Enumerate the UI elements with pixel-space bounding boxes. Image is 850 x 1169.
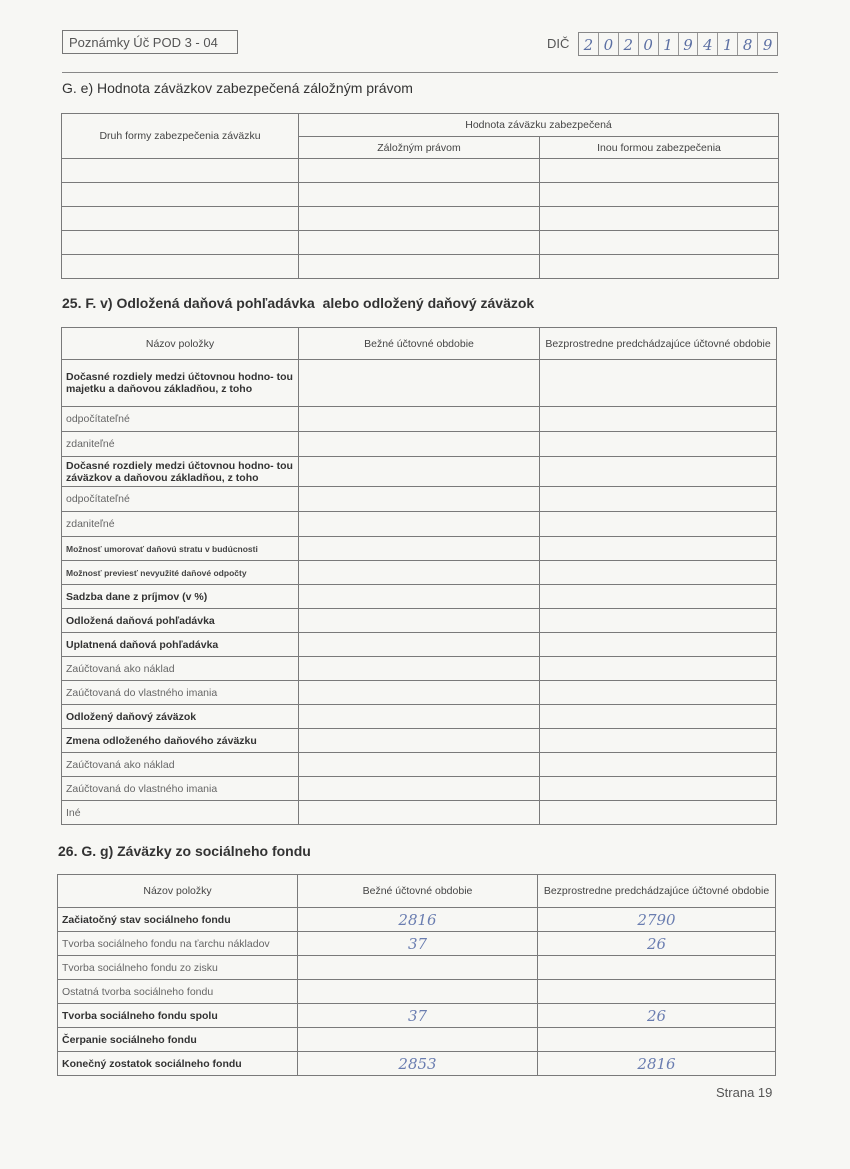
row-label: Iné — [62, 801, 299, 825]
table-row — [62, 457, 777, 487]
col-header-name: Názov položky — [62, 328, 299, 360]
table-row — [62, 609, 777, 633]
table-row — [62, 801, 777, 825]
row-label: Konečný zostatok sociálneho fondu — [58, 1052, 298, 1076]
table-row — [62, 432, 777, 457]
row-label: Začiatočný stav sociálneho fondu — [58, 908, 298, 932]
dic-digit: 2 — [619, 33, 639, 55]
section-26-title: 26. G. g) Záväzky zo sociálneho fondu — [58, 843, 311, 859]
header-divider — [62, 72, 778, 73]
table-row — [58, 1004, 776, 1028]
table-row — [62, 207, 779, 231]
dic-digit: 4 — [698, 33, 718, 55]
page-number: Strana 19 — [716, 1085, 773, 1100]
table-row — [62, 561, 777, 585]
row-label: Dočasné rozdiely medzi účtovnou hodno- tou záväzkov a daňovou základňou, z toho — [62, 457, 299, 487]
table-row — [58, 980, 776, 1004]
table-secured-liabilities — [61, 113, 779, 279]
col-header-current: Bežné účtovné obdobie — [299, 328, 540, 360]
row-label: Sadzba dane z príjmov (v %) — [62, 585, 299, 609]
row-label: Možnosť umorovať daňovú stratu v budúcnosti — [62, 537, 299, 561]
table-row — [62, 777, 777, 801]
dic-digit: 8 — [738, 33, 758, 55]
row-label: Čerpanie sociálneho fondu — [58, 1028, 298, 1052]
previous-value[interactable] — [538, 1028, 776, 1052]
table-row — [62, 633, 777, 657]
row-label: Zaúčtovaná do vlastného imania — [62, 681, 299, 705]
current-value[interactable]: 2816 — [298, 908, 538, 932]
dic-digit: 0 — [639, 33, 659, 55]
table-row — [62, 183, 779, 207]
dic-digit: 2 — [579, 33, 599, 55]
table-row — [62, 681, 777, 705]
current-value[interactable] — [298, 956, 538, 980]
dic-field — [578, 32, 778, 56]
row-label: zdaniteľné — [62, 432, 299, 457]
row-label: Odložená daňová pohľadávka — [62, 609, 299, 633]
table-row — [62, 255, 779, 279]
section-25-title-part1: 25. F. v) Odložená daňová pohľadávka — [62, 295, 315, 311]
table-row — [58, 932, 776, 956]
row-label: Zaúčtovaná do vlastného imania — [62, 777, 299, 801]
row-label: Tvorba sociálneho fondu na ťarchu nákladov — [58, 932, 298, 956]
table-row — [62, 537, 777, 561]
table-row — [58, 956, 776, 980]
table-row — [62, 360, 777, 407]
row-label: Dočasné rozdiely medzi účtovnou hodno- tou majetku a daňovou základňou, z toho — [62, 360, 299, 407]
col-header-group: Hodnota záväzku zabezpečená — [299, 114, 779, 137]
section-25-title-part2: alebo odložený daňový záväzok — [322, 295, 535, 311]
row-label: Ostatná tvorba sociálneho fondu — [58, 980, 298, 1004]
row-label: Tvorba sociálneho fondu spolu — [58, 1004, 298, 1028]
col-header-previous: Bezprostredne predchádzajúce účtovné obdobie — [538, 875, 776, 908]
dic-digit: 1 — [718, 33, 738, 55]
table-row — [58, 1028, 776, 1052]
table-deferred-tax — [61, 327, 777, 825]
row-label: odpočítateľné — [62, 487, 299, 512]
col-header-pledge: Záložným právom — [299, 137, 540, 159]
row-label: Uplatnená daňová pohľadávka — [62, 633, 299, 657]
section-25-title — [62, 295, 534, 311]
dic-digit: 0 — [599, 33, 619, 55]
col-header-current: Bežné účtovné obdobie — [298, 875, 538, 908]
table-row — [58, 908, 776, 932]
col-header-previous: Bezprostredne predchádzajúce účtovné obdobie — [540, 328, 777, 360]
current-value[interactable] — [298, 980, 538, 1004]
table-row — [62, 753, 777, 777]
dic-label: DIČ — [547, 36, 570, 51]
row-label: odpočítateľné — [62, 407, 299, 432]
row-label: Zaúčtovaná ako náklad — [62, 753, 299, 777]
row-label: Zaúčtovaná ako náklad — [62, 657, 299, 681]
dic-digit: 9 — [679, 33, 699, 55]
previous-value[interactable]: 2790 — [538, 908, 776, 932]
table-row — [62, 585, 777, 609]
form-label: Poznámky Úč POD 3 - 04 — [62, 30, 238, 54]
table-row — [62, 705, 777, 729]
row-label: zdaniteľné — [62, 512, 299, 537]
previous-value[interactable] — [538, 956, 776, 980]
table-row — [62, 657, 777, 681]
table-row — [62, 729, 777, 753]
table-row — [62, 231, 779, 255]
dic-digit: 9 — [762, 36, 773, 54]
current-value[interactable]: 37 — [298, 932, 538, 956]
col-header-other: Inou formou zabezpečenia — [540, 137, 779, 159]
previous-value[interactable] — [538, 980, 776, 1004]
row-label: Zmena odloženého daňového záväzku — [62, 729, 299, 753]
col-header-name: Názov položky — [58, 875, 298, 908]
table-social-fund — [57, 874, 776, 1076]
row-label: Tvorba sociálneho fondu zo zisku — [58, 956, 298, 980]
previous-value[interactable]: 26 — [538, 932, 776, 956]
previous-value[interactable]: 2816 — [538, 1052, 776, 1076]
table-row — [62, 487, 777, 512]
row-label: Možnosť previesť nevyužité daňové odpočty — [62, 561, 299, 585]
current-value[interactable]: 2853 — [298, 1052, 538, 1076]
col-header-type: Druh formy zabezpečenia záväzku — [62, 114, 299, 159]
current-value[interactable] — [298, 1028, 538, 1052]
table-row — [62, 159, 779, 183]
previous-value[interactable]: 26 — [538, 1004, 776, 1028]
current-value[interactable]: 37 — [298, 1004, 538, 1028]
table-row — [62, 407, 777, 432]
row-label: Odložený daňový záväzok — [62, 705, 299, 729]
dic-digit: 1 — [659, 33, 679, 55]
section-g-e-title: G. e) Hodnota záväzkov zabezpečená záložným právom — [62, 80, 413, 96]
table-row — [58, 1052, 776, 1076]
table-row — [62, 512, 777, 537]
